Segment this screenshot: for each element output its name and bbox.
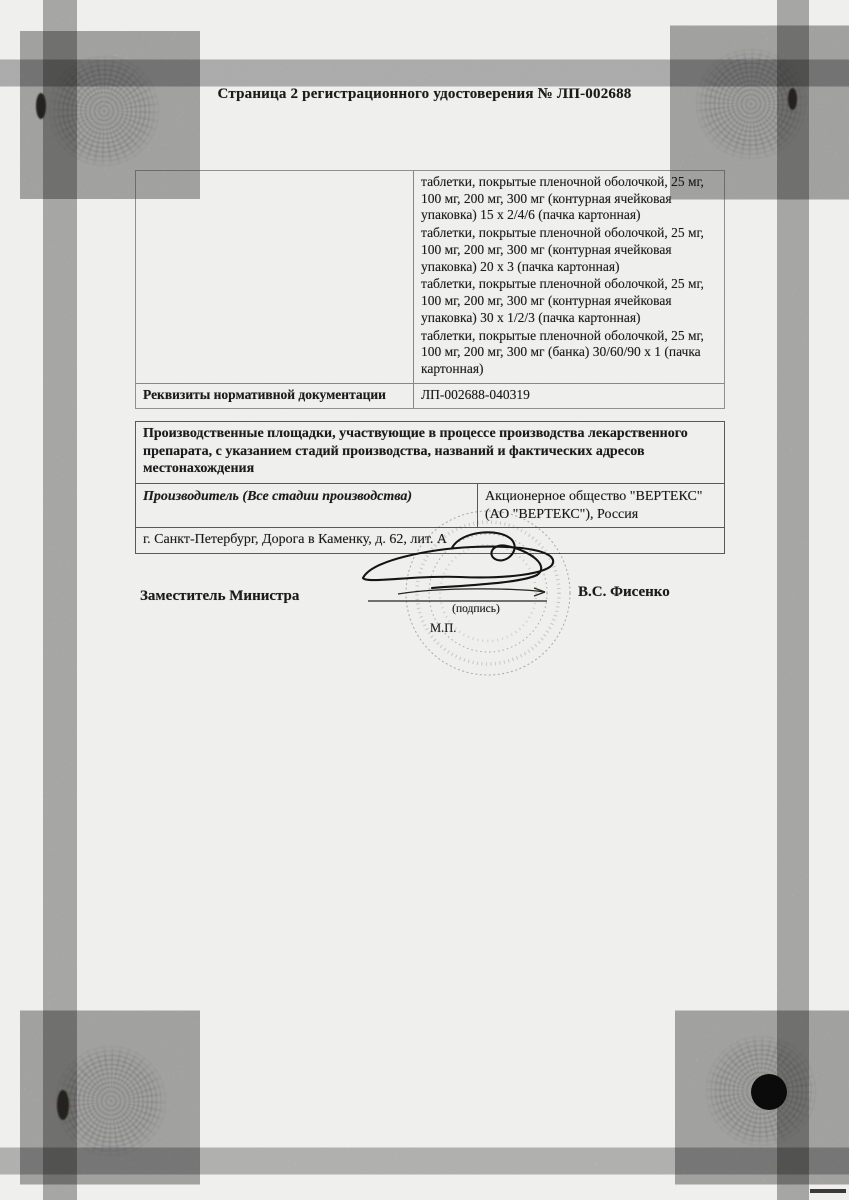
table-row bbox=[136, 484, 724, 528]
signature-line bbox=[368, 588, 547, 601]
page-title: Страница 2 регистрационного удостоверения № ЛП-002688 bbox=[217, 86, 632, 102]
producer-label: Производитель (Все стадии производства) bbox=[143, 488, 413, 504]
production-sites-heading: Производственные площадки, участвующие в процессе производства лекарственного препарата, с указанием стадий производства, названий и фактических адресов местонахождения bbox=[136, 422, 724, 484]
seal-place-label: М.П. bbox=[430, 621, 457, 635]
table-row bbox=[136, 171, 724, 383]
producer-address: г. Санкт-Петербург, Дорога в Каменку, д. 62, лит. А bbox=[143, 532, 448, 548]
hole-punch-dot bbox=[751, 1074, 787, 1110]
dosage-forms-cell bbox=[413, 171, 724, 383]
table-row bbox=[136, 383, 724, 408]
producer-value: Акционерное общество "ВЕРТЕКС" (АО "ВЕРТЕКС"), Россия bbox=[477, 484, 724, 527]
guilloche-rosette-top-left bbox=[48, 55, 160, 167]
dosage-form-entry: таблетки, покрытые пленочной оболочкой, 25 мг, 100 мг, 200 мг, 300 мг (контурная ячейковая упаковка) 30 х 1/2/3 (пачка картонная) bbox=[421, 276, 704, 325]
dosage-forms-table bbox=[135, 170, 725, 409]
dosage-form-entry: таблетки, покрытые пленочной оболочкой, 25 мг, 100 мг, 200 мг, 300 мг (банка) 30/60/90 х 1 (пачка картонная) bbox=[421, 327, 704, 377]
production-sites-table bbox=[135, 421, 725, 554]
requisites-value: ЛП-002688-040319 bbox=[413, 384, 724, 408]
signature-caption: (подпись) bbox=[452, 603, 500, 615]
dosage-forms-empty-cell bbox=[136, 171, 413, 383]
scan-edge-blob bbox=[57, 1090, 69, 1120]
official-title: Заместитель Министра bbox=[140, 588, 300, 604]
guilloche-rosette-bottom-left bbox=[55, 1045, 167, 1157]
official-name: В.С. Фисенко bbox=[578, 584, 670, 600]
scan-bottom-dash bbox=[810, 1189, 846, 1193]
dosage-form-entry: таблетки, покрытые пленочной оболочкой, 25 мг, 100 мг, 200 мг, 300 мг (контурная ячейковая упаковка) 20 х 3 (пачка картонная) bbox=[421, 225, 704, 274]
dosage-form-entry: таблетки, покрытые пленочной оболочкой, 25 мг, 100 мг, 200 мг, 300 мг (контурная ячейковая упаковка) 15 х 2/4/6 (пачка картонная) bbox=[421, 174, 704, 223]
requisites-label: Реквизиты нормативной документации bbox=[143, 386, 386, 402]
